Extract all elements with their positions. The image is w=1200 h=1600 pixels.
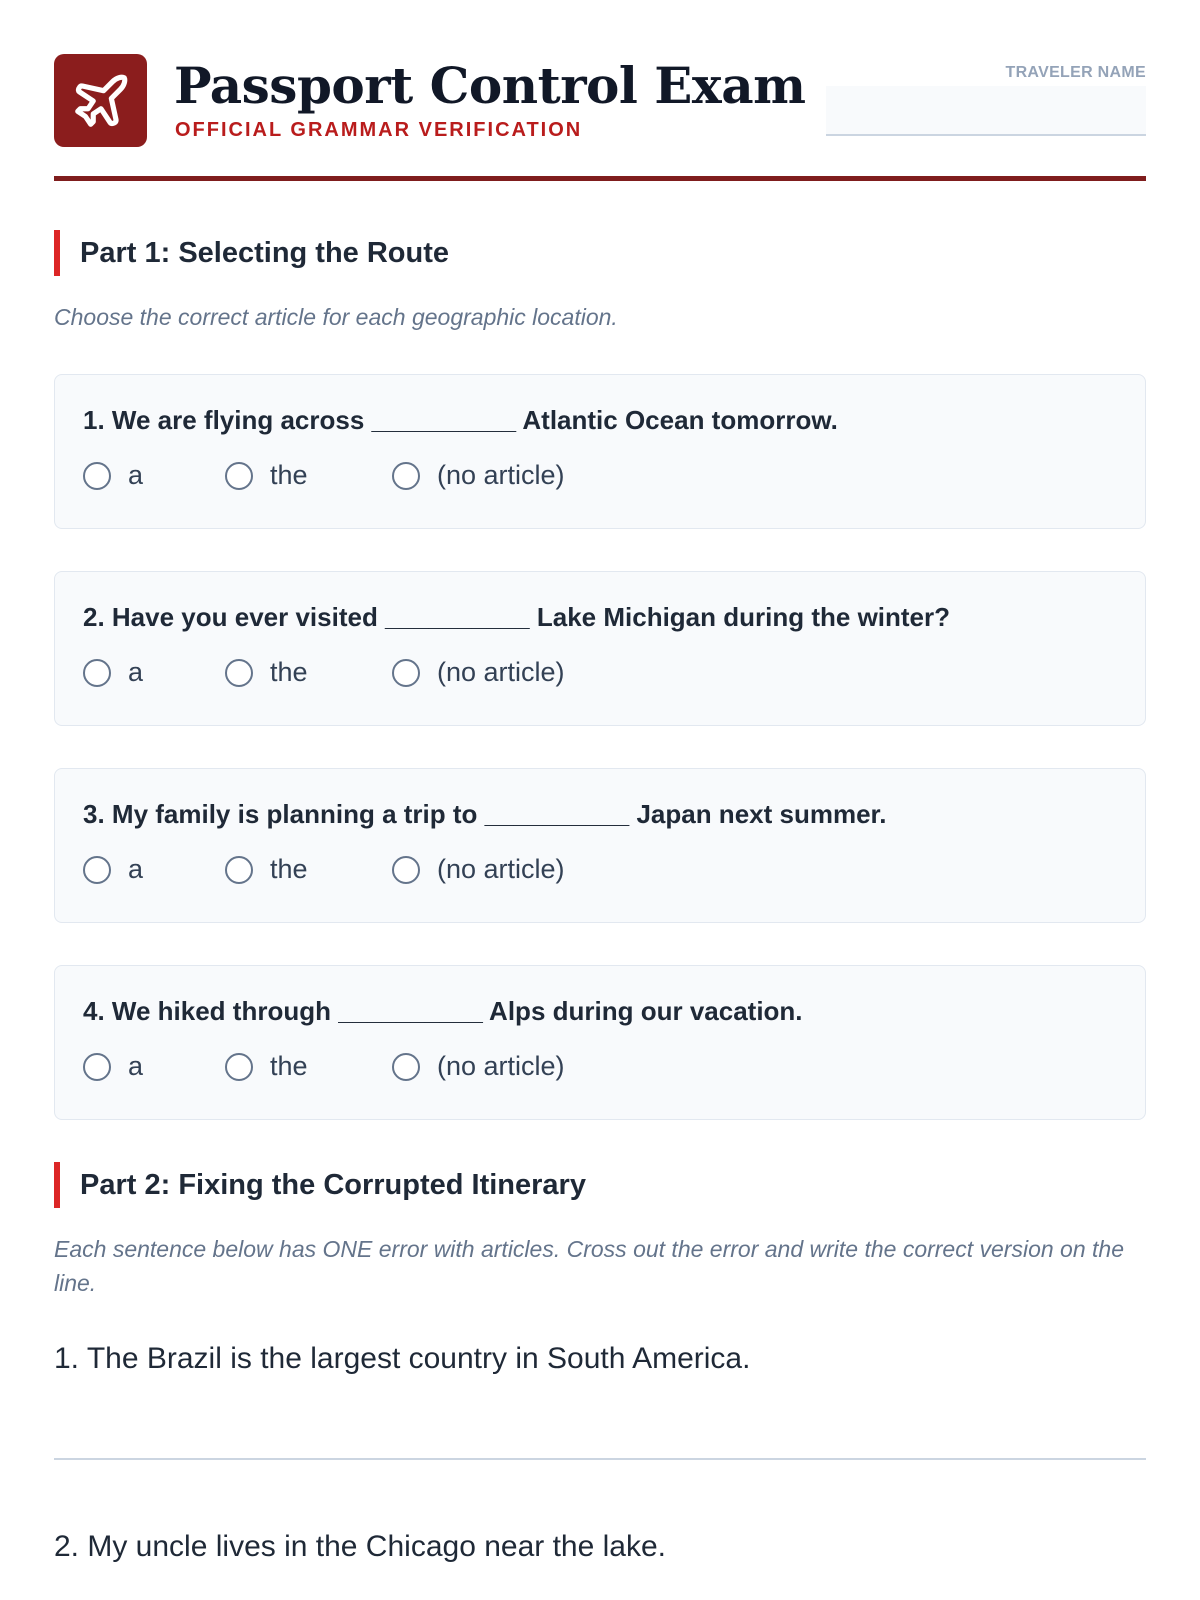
- option-a[interactable]: [83, 460, 225, 491]
- itinerary-sentence-1: 1. The Brazil is the largest country in South America.: [54, 1342, 751, 1375]
- traveler-name-label: TRAVELER NAME: [1005, 64, 1146, 81]
- option-label: a: [128, 657, 144, 687]
- radio-button[interactable]: [392, 462, 420, 490]
- option-label: the: [270, 1051, 308, 1081]
- option-label: a: [128, 1051, 144, 1081]
- exam-logo: [54, 54, 147, 147]
- option-label: the: [270, 460, 308, 490]
- option-a[interactable]: [83, 854, 225, 885]
- option-no-article[interactable]: [392, 1051, 565, 1082]
- option-label: a: [128, 854, 144, 884]
- part2-instructions: Each sentence below has ONE error with articles. Cross out the error and write the correct version on the line.: [54, 1236, 1124, 1296]
- part1-heading: Part 1: Selecting the Route: [54, 230, 1146, 276]
- answer-options: [83, 657, 1117, 688]
- option-no-article[interactable]: [392, 854, 565, 885]
- radio-button[interactable]: [392, 659, 420, 687]
- radio-button[interactable]: [392, 856, 420, 884]
- question-card-2: [54, 571, 1146, 726]
- question-text: 2. Have you ever visited __________ Lake Michigan during the winter?: [83, 602, 951, 632]
- exam-header: [54, 0, 1146, 181]
- option-label: the: [270, 657, 308, 687]
- radio-button[interactable]: [225, 659, 253, 687]
- itinerary-sentence-2: 2. My uncle lives in the Chicago near the lake.: [54, 1530, 666, 1563]
- answer-line-1[interactable]: [54, 1458, 1146, 1460]
- option-the[interactable]: [225, 657, 392, 688]
- question-card-3: [54, 768, 1146, 923]
- option-label: (no article): [437, 854, 565, 884]
- answer-options: [83, 1051, 1117, 1082]
- radio-button[interactable]: [225, 856, 253, 884]
- radio-button[interactable]: [225, 1053, 253, 1081]
- radio-button[interactable]: [83, 856, 111, 884]
- option-no-article[interactable]: [392, 460, 565, 491]
- question-text: 3. My family is planning a trip to __________ Japan next summer.: [83, 799, 887, 829]
- answer-options: [83, 854, 1117, 885]
- part2-section: [54, 1162, 1146, 1564]
- option-the[interactable]: [225, 1051, 392, 1082]
- option-label: (no article): [437, 1051, 565, 1081]
- part2-heading: Part 2: Fixing the Corrupted Itinerary: [54, 1162, 1146, 1208]
- radio-button[interactable]: [83, 462, 111, 490]
- traveler-name-block: [826, 64, 1146, 136]
- radio-button[interactable]: [83, 659, 111, 687]
- option-a[interactable]: [83, 657, 225, 688]
- answer-options: [83, 460, 1117, 491]
- option-no-article[interactable]: [392, 657, 565, 688]
- airplane-icon: [70, 70, 132, 132]
- option-label: (no article): [437, 657, 565, 687]
- option-label: (no article): [437, 460, 565, 490]
- radio-button[interactable]: [83, 1053, 111, 1081]
- question-text: 1. We are flying across __________ Atlantic Ocean tomorrow.: [83, 405, 838, 435]
- page-title: Passport Control Exam: [174, 56, 806, 115]
- radio-button[interactable]: [392, 1053, 420, 1081]
- part1-section: [54, 230, 1146, 1120]
- radio-button[interactable]: [225, 462, 253, 490]
- part1-instructions: Choose the correct article for each geographic location.: [54, 304, 618, 330]
- question-card-1: [54, 374, 1146, 529]
- traveler-name-input[interactable]: [826, 86, 1146, 136]
- question-card-4: [54, 965, 1146, 1120]
- option-the[interactable]: [225, 854, 392, 885]
- option-the[interactable]: [225, 460, 392, 491]
- question-text: 4. We hiked through __________ Alps during our vacation.: [83, 996, 803, 1026]
- option-label: a: [128, 460, 144, 490]
- option-a[interactable]: [83, 1051, 225, 1082]
- option-label: the: [270, 854, 308, 884]
- page-subtitle: OFFICIAL GRAMMAR VERIFICATION: [175, 119, 583, 141]
